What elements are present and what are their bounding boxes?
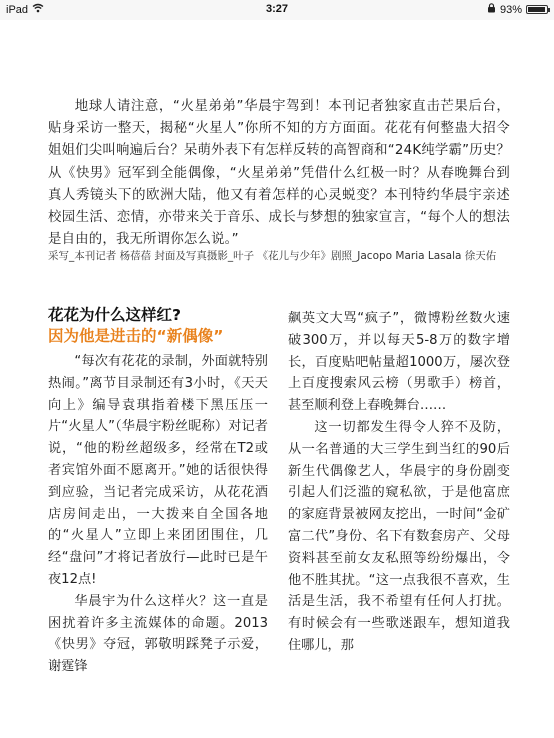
section-title: 花花为什么这样红? bbox=[48, 306, 181, 324]
device-label: iPad bbox=[6, 3, 29, 16]
body-paragraph: “每次有花花的录制，外面就特别热闹。”离节目录制还有3小时，《天天向上》编导袁琪指着楼下黑压压一片“火星人”（华晨宇粉丝昵称）对记者说，“他的粉丝超级多，经常在T2或者宾馆外面不愿离开。”她的话很快得到应验，当记者完成采访，从花花酒店房间走出，一大拨来自全国各地的“火星人”立即上来团团围住，几经“盘问”才将记者放行—此时已是午夜12点! bbox=[48, 354, 268, 587]
body-paragraph-continued: 飙英文大骂“疯子”，微博粉丝数火速破300万，并以每天5-8万的数字增长，百度贴吧帖量超1000万，屡次登上百度搜索风云榜（男歌手）榜首，甚至顺利登上春晚舞台…… bbox=[288, 311, 510, 414]
magazine-page bbox=[0, 20, 554, 738]
left-column bbox=[48, 305, 268, 678]
body-paragraph: 华晨宇为什么这样火？这一直是困扰着许多主流媒体的命题。2013《快男》夺冠，郭敬明踩凳子示爱，谢霆锋 bbox=[48, 593, 268, 675]
credits-line: 采写_本刊记者 杨蓓蓓 封面及写真摄影_叶子 《花儿与少年》剧照_Jacopo Maria Lasala 徐天佑 bbox=[48, 250, 497, 262]
right-column bbox=[288, 308, 510, 657]
lock-rotation-icon bbox=[487, 3, 496, 16]
status-time: 3:27 bbox=[265, 3, 289, 15]
battery-percent: 93% bbox=[499, 3, 522, 16]
battery-fill bbox=[528, 7, 545, 12]
battery-icon bbox=[526, 5, 548, 14]
status-bar bbox=[0, 0, 554, 20]
section-subtitle: 因为他是进击的“新偶像” bbox=[48, 327, 224, 345]
status-right bbox=[487, 3, 548, 16]
body-paragraph: 这一切都发生得令人猝不及防，从一名普通的大三学生到当红的90后新生代偶像艺人，华晨宇的身份剧变引起人们泛滥的窥私欲，于是他富庶的家庭背景被网友挖出，一时间“金矿富二代”身份、名下有数套房产、父母资料甚至前女友私照等纷纷爆出，令他不胜其扰。“这一点我很不喜欢，生活是生活，我不希望有任何人打扰。有时候会有一些歌迷跟车，想知道我住哪儿，那 bbox=[288, 419, 510, 653]
intro-paragraph: 地球人请注意，“火星弟弟”华晨宇驾到！本刊记者独家直击芒果后台，贴身采访一整天，揭秘“火星人”你所不知的方方面面。花花有何整蛊大招令姐姐们尖叫响遍后台？呆萌外表下有怎样反转的高智商和“24K纯学霸”历史？从《快男》冠军到全能偶像，“火星弟弟”凭借什么红极一时？从春晚舞台到真人秀镜头下的欧洲大陆，他又有着怎样的心灵蜕变？本刊特约华晨宇亲述校园生活、恋情，亦带来关于音乐、成长与梦想的独家宣言，“每个人的想法是自由的，我无所谓你怎么说。” bbox=[48, 99, 511, 248]
